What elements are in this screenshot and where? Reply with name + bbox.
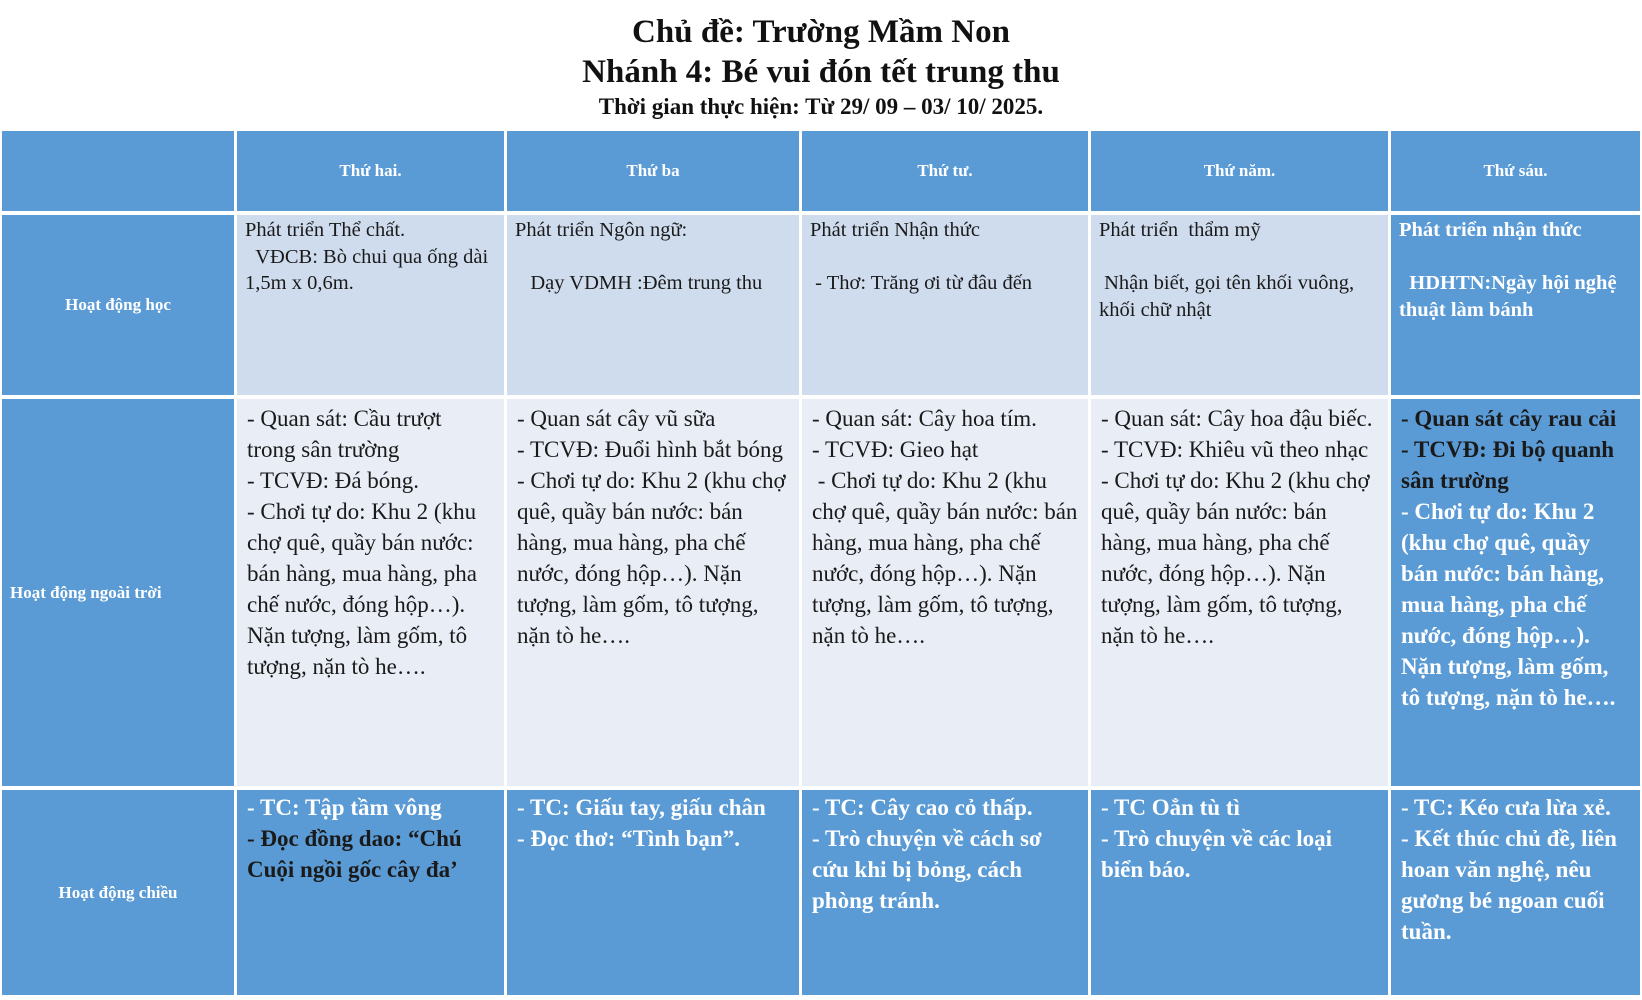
- cell-line: - Chơi tự do: Khu 2 (khu chợ quê, quầy bán nước: bán hàng, mua hàng, pha chế nước, đóng hộp…). Nặn tượng, làm gốm, tô tượng, nặn tò he….: [1101, 468, 1376, 648]
- cell-line: - Trò chuyện về cách sơ cứu khi bị bỏng, cách phòng tránh.: [812, 826, 1048, 913]
- row-label-afternoon: Hoạt động chiều: [2, 790, 234, 995]
- cell-line: [1099, 244, 1380, 271]
- cell-line: - Đọc đồng dao: “Chú Cuội ngồi gốc cây đa’: [247, 826, 468, 882]
- afternoon-thursday: [1091, 790, 1388, 995]
- col-header-thursday: Thứ năm.: [1091, 131, 1388, 211]
- cell-line: - Quan sát: Cầu trượt trong sân trường: [247, 406, 448, 462]
- cell-line: Phát triển Nhận thức: [810, 219, 980, 241]
- cell-line: VĐCB: Bò chui qua ống dài 1,5m x 0,6m.: [245, 245, 494, 294]
- cell-line: - TC: Cây cao cỏ thấp.: [812, 795, 1033, 820]
- cell-line: - Đọc thơ: “Tình bạn”.: [517, 826, 740, 851]
- col-header-tuesday: Thứ ba: [507, 131, 799, 211]
- cell-line: [1399, 244, 1632, 271]
- cell-line: - TC: Tập tầm vông: [247, 795, 442, 820]
- learning-monday: [237, 215, 504, 395]
- afternoon-tuesday: [507, 790, 799, 995]
- cell-line: - Chơi tự do: Khu 2 (khu chợ quê, quầy bán nước: bán hàng, mua hàng, pha chế nước, đóng hộp…). Nặn tượng, làm gốm, tô tượng, nặn tò he….: [247, 499, 483, 679]
- cell-line: - Quan sát cây rau cải: [1401, 406, 1617, 431]
- cell-line: Nhận biết, gọi tên khối vuông, khối chữ nhật: [1099, 272, 1360, 321]
- cell-line: Dạy VDMH :Đêm trung thu: [515, 272, 763, 294]
- cell-line: - Chơi tự do: Khu 2 (khu chợ quê, quầy bán nước: bán hàng, mua hàng, pha chế nước, đóng hộp…). Nặn tượng, làm gốm, tô tượng, nặn tò he….: [1401, 499, 1616, 710]
- cell-line: - TCVĐ: Đuổi hình bắt bóng: [517, 437, 783, 462]
- cell-line: - TC Oẳn tù tì: [1101, 795, 1240, 820]
- cell-line: - Trò chuyện về các loại biển báo.: [1101, 826, 1338, 882]
- cell-line: - TCVĐ: Gieo hạt: [812, 437, 979, 462]
- afternoon-monday: [237, 790, 504, 995]
- col-header-wednesday: Thứ tư.: [802, 131, 1088, 211]
- cell-line: HDHTN:Ngày hội nghệ thuật làm bánh: [1399, 272, 1622, 321]
- cell-line: - TCVĐ: Đi bộ quanh sân trường: [1401, 437, 1620, 493]
- col-header-monday: Thứ hai.: [237, 131, 504, 211]
- afternoon-wednesday: [802, 790, 1088, 995]
- learning-thursday: [1091, 215, 1388, 395]
- cell-line: [810, 244, 1080, 271]
- time-period: Thời gian thực hiện: Từ 29/ 09 – 03/ 10/ 2025.: [598, 94, 1044, 119]
- schedule-table: [0, 131, 1642, 997]
- cell-line: - TCVĐ: Đá bóng.: [247, 468, 420, 493]
- cell-line: Phát triển nhận thức: [1399, 219, 1582, 241]
- cell-line: - Thơ: Trăng ơi từ đâu đến: [810, 272, 1033, 294]
- page-header: [0, 0, 1642, 128]
- page-title: Chủ đề: Trường Mầm Non: [632, 14, 1010, 50]
- cell-line: - TC: Giấu tay, giấu chân: [517, 795, 766, 820]
- cell-line: - Quan sát: Cây hoa tím.: [812, 406, 1037, 431]
- outdoor-friday: [1391, 399, 1640, 786]
- row-label-outdoor: Hoạt động ngoài trời: [2, 399, 234, 786]
- outdoor-wednesday: [802, 399, 1088, 786]
- cell-line: - TC: Kéo cưa lừa xẻ.: [1401, 795, 1611, 820]
- corner-cell: [2, 131, 234, 211]
- learning-tuesday: [507, 215, 799, 395]
- cell-line: - Kết thúc chủ đề, liên hoan văn nghệ, nêu gương bé ngoan cuối tuần.: [1401, 826, 1623, 944]
- learning-friday: [1391, 215, 1640, 395]
- outdoor-tuesday: [507, 399, 799, 786]
- afternoon-friday: [1391, 790, 1640, 995]
- cell-line: - Quan sát cây vũ sữa: [517, 406, 716, 431]
- cell-line: Phát triển Thể chất.: [245, 219, 406, 241]
- cell-line: - Chơi tự do: Khu 2 (khu chợ quê, quầy bán nước: bán hàng, mua hàng, pha chế nước, đóng hộp…). Nặn tượng, làm gốm, tô tượng, nặn tò he….: [517, 468, 792, 648]
- page-subtitle: Nhánh 4: Bé vui đón tết trung thu: [582, 54, 1060, 90]
- outdoor-monday: [237, 399, 504, 786]
- outdoor-thursday: [1091, 399, 1388, 786]
- cell-line: - Quan sát: Cây hoa đậu biếc.: [1101, 406, 1373, 431]
- col-header-friday: Thứ sáu.: [1391, 131, 1640, 211]
- cell-line: Phát triển Ngôn ngữ:: [515, 219, 688, 241]
- row-label-learning: Hoạt động học: [2, 215, 234, 395]
- learning-wednesday: [802, 215, 1088, 395]
- cell-line: - TCVĐ: Khiêu vũ theo nhạc: [1101, 437, 1369, 462]
- cell-line: - Chơi tự do: Khu 2 (khu chợ quê, quầy bán nước: bán hàng, mua hàng, pha chế nước, đóng hộp…). Nặn tượng, làm gốm, tô tượng, nặn tò he….: [812, 468, 1084, 648]
- cell-line: Phát triển thẩm mỹ: [1099, 219, 1261, 241]
- cell-line: [515, 244, 791, 271]
